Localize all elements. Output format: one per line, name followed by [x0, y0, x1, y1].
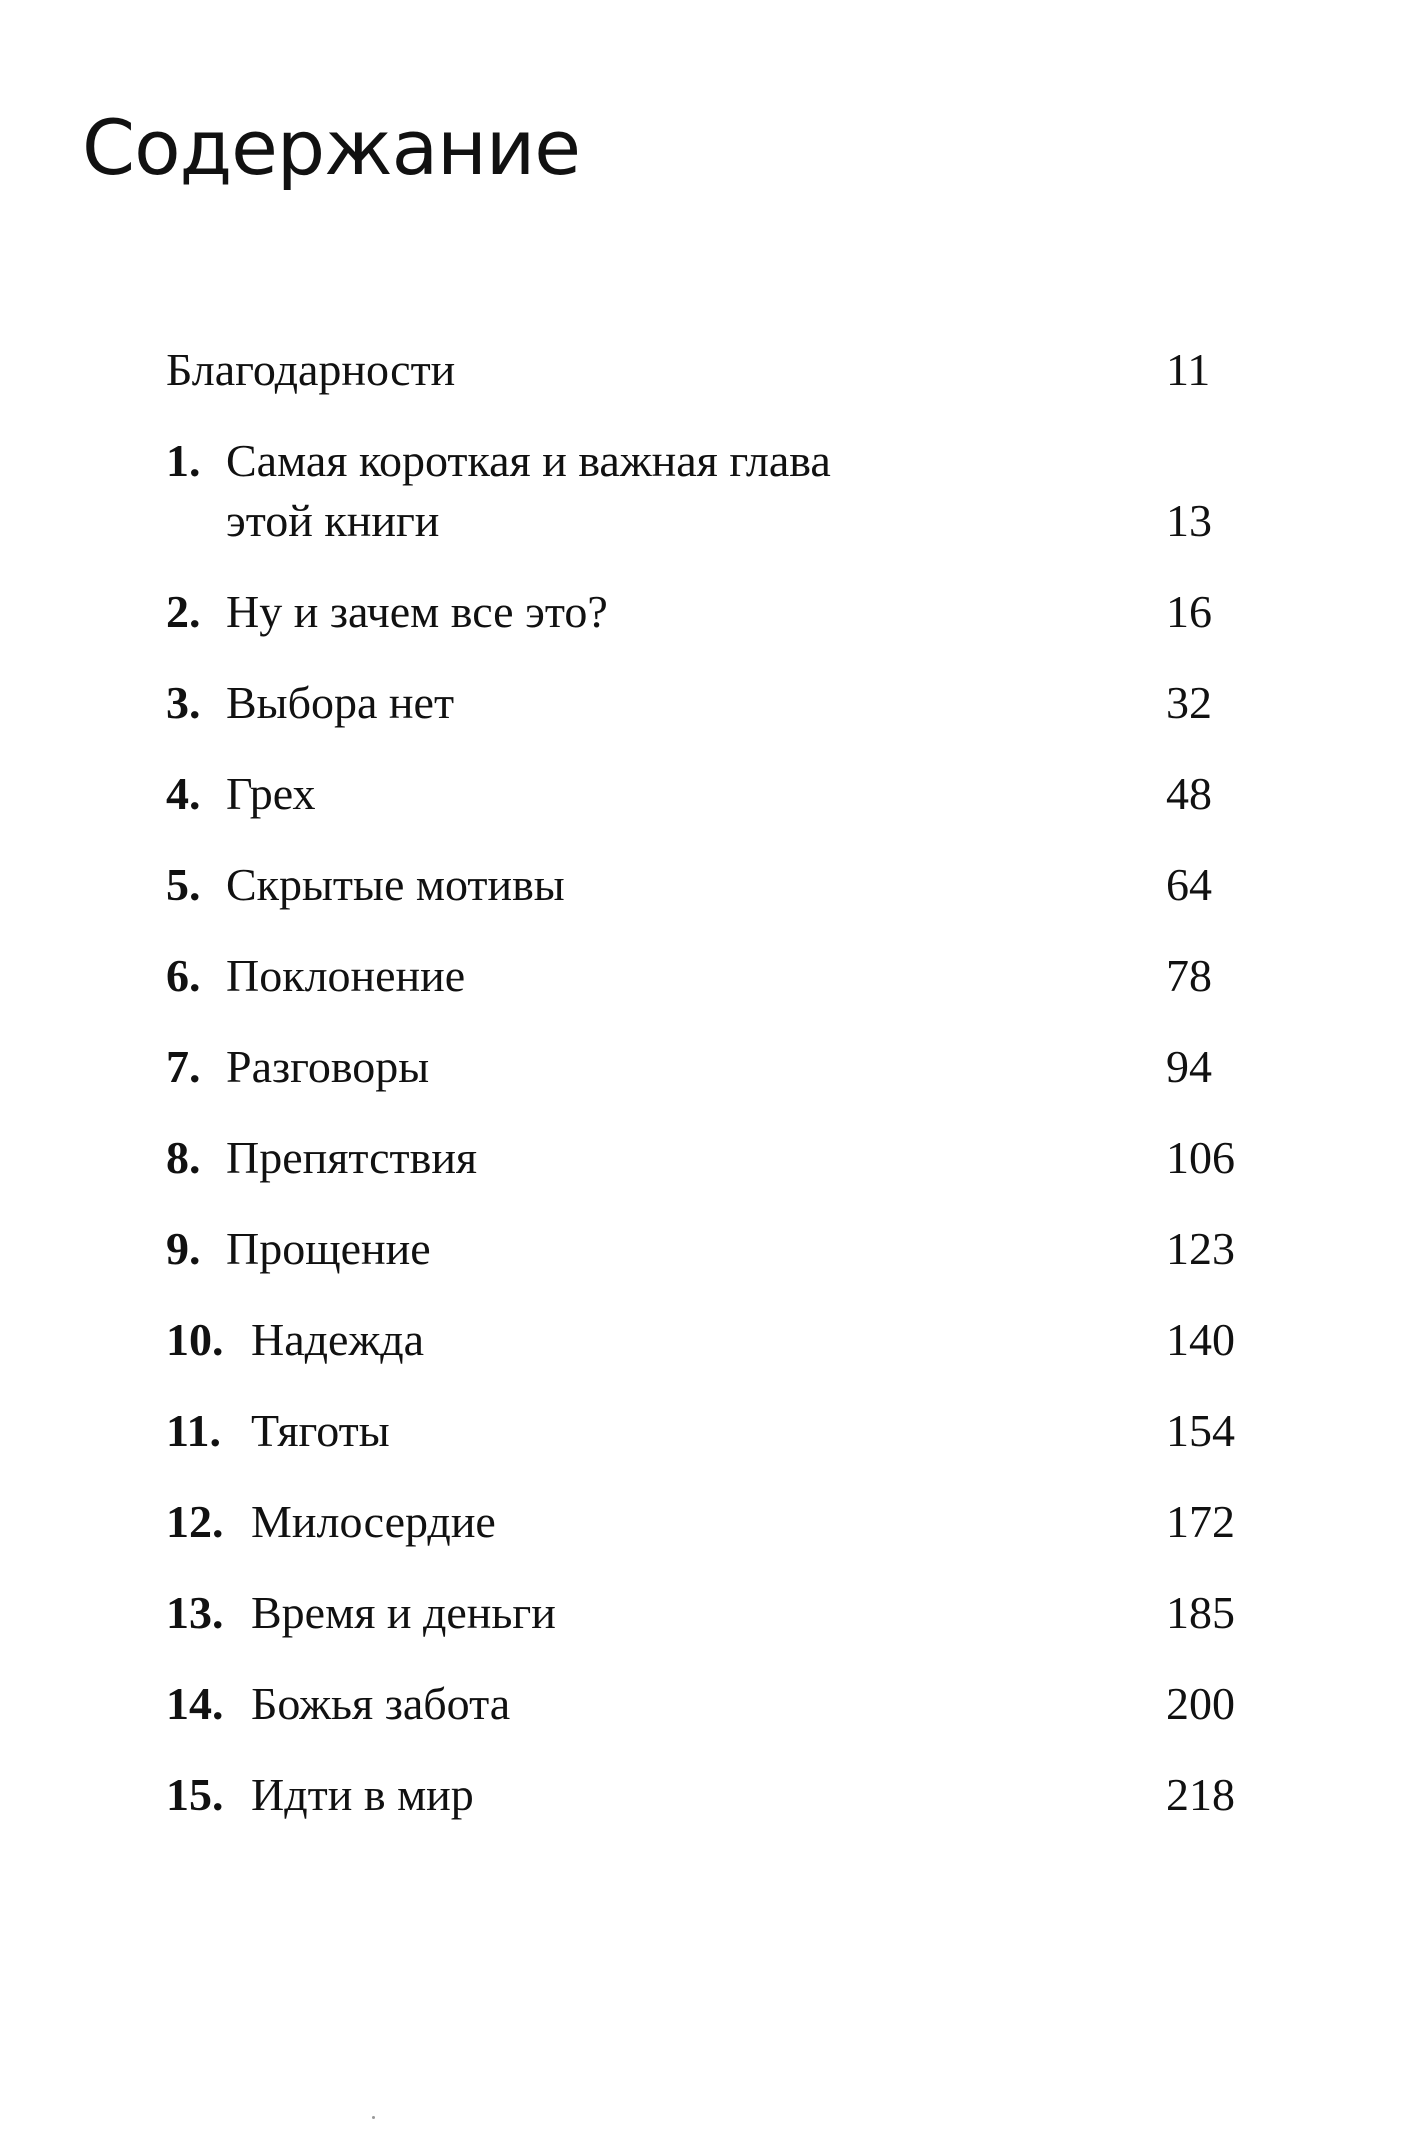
chapter-title	[251, 1583, 1166, 1643]
toc-entry-9	[166, 1219, 1246, 1279]
toc-entry-1	[166, 431, 1246, 551]
chapter-number: 12.	[166, 1496, 224, 1547]
page-number: 200	[1166, 1678, 1235, 1729]
chapter-number: 7.	[166, 1041, 201, 1092]
toc-entry-8	[166, 1128, 1246, 1188]
chapter-number: 5.	[166, 859, 201, 910]
chapter-number: 13.	[166, 1587, 224, 1638]
page-title: Содержание	[82, 103, 580, 192]
chapter-title-line: Божья забота	[251, 1678, 511, 1729]
toc-entry-12	[166, 1492, 1246, 1552]
chapter-title-line: Надежда	[251, 1314, 425, 1365]
toc-entry-15	[166, 1765, 1246, 1825]
chapter-number: 2.	[166, 586, 201, 637]
chapter-number: 8.	[166, 1132, 201, 1183]
chapter-number: 10.	[166, 1314, 224, 1365]
chapter-number: 3.	[166, 677, 201, 728]
chapter-title	[226, 1037, 1166, 1097]
chapter-title	[251, 1674, 1166, 1734]
page-number: 106	[1166, 1132, 1235, 1183]
chapter-title	[251, 1401, 1166, 1461]
page-number: 48	[1166, 768, 1212, 819]
page-number: 32	[1166, 677, 1212, 728]
page-number: 140	[1166, 1314, 1235, 1365]
chapter-title	[226, 764, 1166, 824]
page-number: 16	[1166, 586, 1212, 637]
chapter-number: 14.	[166, 1678, 224, 1729]
chapter-title	[251, 1765, 1166, 1825]
page-number: 13	[1166, 495, 1212, 546]
chapter-title-line: Благодарности	[166, 344, 456, 395]
chapter-title-line: этой книги	[226, 495, 440, 546]
page-number: 123	[1166, 1223, 1235, 1274]
page-number: 11	[1166, 344, 1211, 395]
toc-entry-7	[166, 1037, 1246, 1097]
chapter-title-line: Препятствия	[226, 1132, 478, 1183]
chapter-title-line: Милосердие	[251, 1496, 496, 1547]
chapter-number: 9.	[166, 1223, 201, 1274]
chapter-number: 11.	[166, 1405, 221, 1456]
chapter-title	[226, 431, 1166, 551]
toc-entry-5	[166, 855, 1246, 915]
chapter-title	[226, 855, 1166, 915]
toc-entry-3	[166, 673, 1246, 733]
toc-entry-2	[166, 582, 1246, 642]
print-speck	[372, 2116, 375, 2119]
chapter-number: 15.	[166, 1769, 224, 1820]
toc-entry-11	[166, 1401, 1246, 1461]
toc-entry-4	[166, 764, 1246, 824]
chapter-number: 1.	[166, 435, 201, 486]
chapter-title	[226, 673, 1166, 733]
toc-entry-10	[166, 1310, 1246, 1370]
toc-entry-14	[166, 1674, 1246, 1734]
chapter-title	[226, 1219, 1166, 1279]
page-number: 78	[1166, 950, 1212, 1001]
page-number: 64	[1166, 859, 1212, 910]
chapter-title	[251, 1310, 1166, 1370]
toc-entry-acknowledgements	[166, 340, 1246, 400]
chapter-title-line: Скрытые мотивы	[226, 859, 565, 910]
chapter-number: 4.	[166, 768, 201, 819]
page-number: 154	[1166, 1405, 1235, 1456]
chapter-title-line: Выбора нет	[226, 677, 455, 728]
chapter-title-line: Поклонение	[226, 950, 466, 1001]
chapter-number: 6.	[166, 950, 201, 1001]
chapter-title-line: Грех	[226, 768, 316, 819]
chapter-title	[226, 1128, 1166, 1188]
page-number: 218	[1166, 1769, 1235, 1820]
chapter-title	[251, 1492, 1166, 1552]
chapter-title-line: Идти в мир	[251, 1769, 474, 1820]
toc-entry-6	[166, 946, 1246, 1006]
page-number: 185	[1166, 1587, 1235, 1638]
chapter-title-line: Самая короткая и важная глава	[226, 435, 831, 486]
chapter-title-line: Прощение	[226, 1223, 431, 1274]
chapter-title	[226, 582, 1166, 642]
chapter-title	[166, 340, 1166, 400]
table-of-contents	[166, 340, 1246, 1856]
page-number: 94	[1166, 1041, 1212, 1092]
chapter-title-line: Тяготы	[251, 1405, 390, 1456]
chapter-title	[226, 946, 1166, 1006]
chapter-title-line: Ну и зачем все это?	[226, 586, 608, 637]
page-number: 172	[1166, 1496, 1235, 1547]
toc-entry-13	[166, 1583, 1246, 1643]
chapter-title-line: Разговоры	[226, 1041, 430, 1092]
chapter-title-line: Время и деньги	[251, 1587, 556, 1638]
